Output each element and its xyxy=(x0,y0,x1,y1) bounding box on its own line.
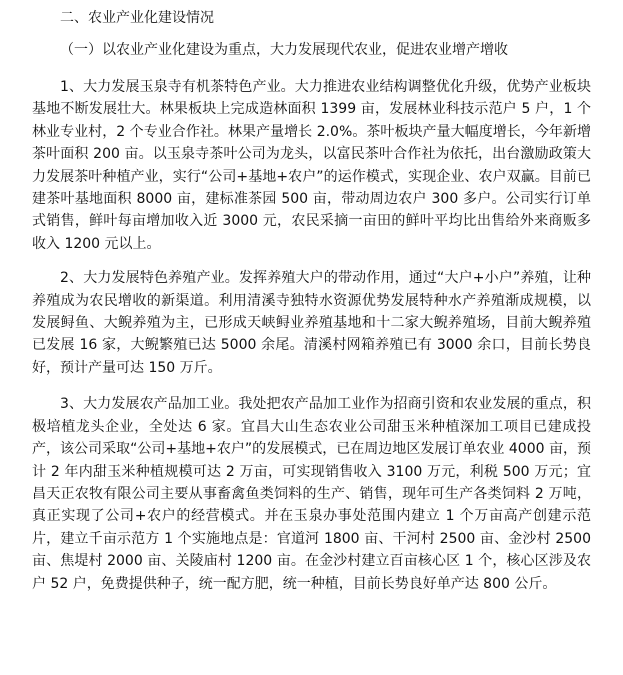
section-title: 二、农业产业化建设情况 xyxy=(60,10,214,26)
paragraph-aquaculture: 2、大力发展特色养殖产业。发挥养殖大户的带动作用，通过“大户+小户”养殖，让种养殖成为农民增收的新渠道。利用清溪寺独特水资源优势发展特种水产养殖渐成规模，以发展鲟鱼、大鲵养殖为主，已形成天峡鲟业养殖基地和十二家大鲵养殖场，目前大鲵养殖已发展 16 家，大鲵繁殖已达 5000 余尾。清溪村网箱养殖已有 3000 余口，目前长势良好，预计产量可达 150 万斤。 xyxy=(32,270,591,376)
paragraph-processing: 3、大力发展农产品加工业。我处把农产品加工业作为招商引资和农业发展的重点，积极培植龙头企业，全处达 6 家。宜昌大山生态农业公司甜玉米种植深加工项目已建成投产，该公司采取“公司+基地+农户”的发展模式，已在周边地区发展订单农业 4000 亩，预计 2 年内甜玉米种植规模可达 2 万亩，可实现销售收入 3100 万元，利税 500 万元；宜昌天正农牧有限公司主要从事畜禽鱼类饲料的生产、销售，现年可生产各类饲料 2 万吨，真正实现了公司+农户的经营模式。并在玉泉办事处范围内建立 1 个万亩高产创建示范片，建立千亩示范方 1 个实施地点是：官道河 1800 亩、干河村 2500 亩、金沙村 2500 亩、焦堤村 2000 亩、关陵庙村 1200 亩。在金沙村建立百亩核心区 1 个，核心区涉及农户 52 户，免费提供种子，统一配方肥，统一种植，目前长势良好单产达 800 公斤。 xyxy=(32,396,591,592)
paragraph-tea-industry: 1、大力发展玉泉寺有机茶特色产业。大力推进农业结构调整优化升级，优势产业板块基地不断发展壮大。林果板块上完成造林面积 1399 亩，发展林业科技示范户 5 户，1 个林业专业村，2 个专业合作社。林果产量增长 2.0%。茶叶板块产量大幅度增长，今年新增茶叶面积 200 亩。以玉泉寺茶叶公司为龙头，以富民茶叶合作社为依托，出台激励政策大力发展茶叶种植产业，实行“公司+基地+农户”的运作模式，实现企业、农户双赢。目前已建茶叶基地面积 8000 亩，建标准茶园 500 亩，带动周边农户 300 多户。公司实行订单式销售，鲜叶每亩增加收入近 3000 元，农民采摘一亩田的鲜叶平均比出售给外来商贩多收入 1200 元以上。 xyxy=(32,79,591,252)
subsection-title: （一）以农业产业化建设为重点，大力发展现代农业，促进农业增产增收 xyxy=(60,42,508,58)
